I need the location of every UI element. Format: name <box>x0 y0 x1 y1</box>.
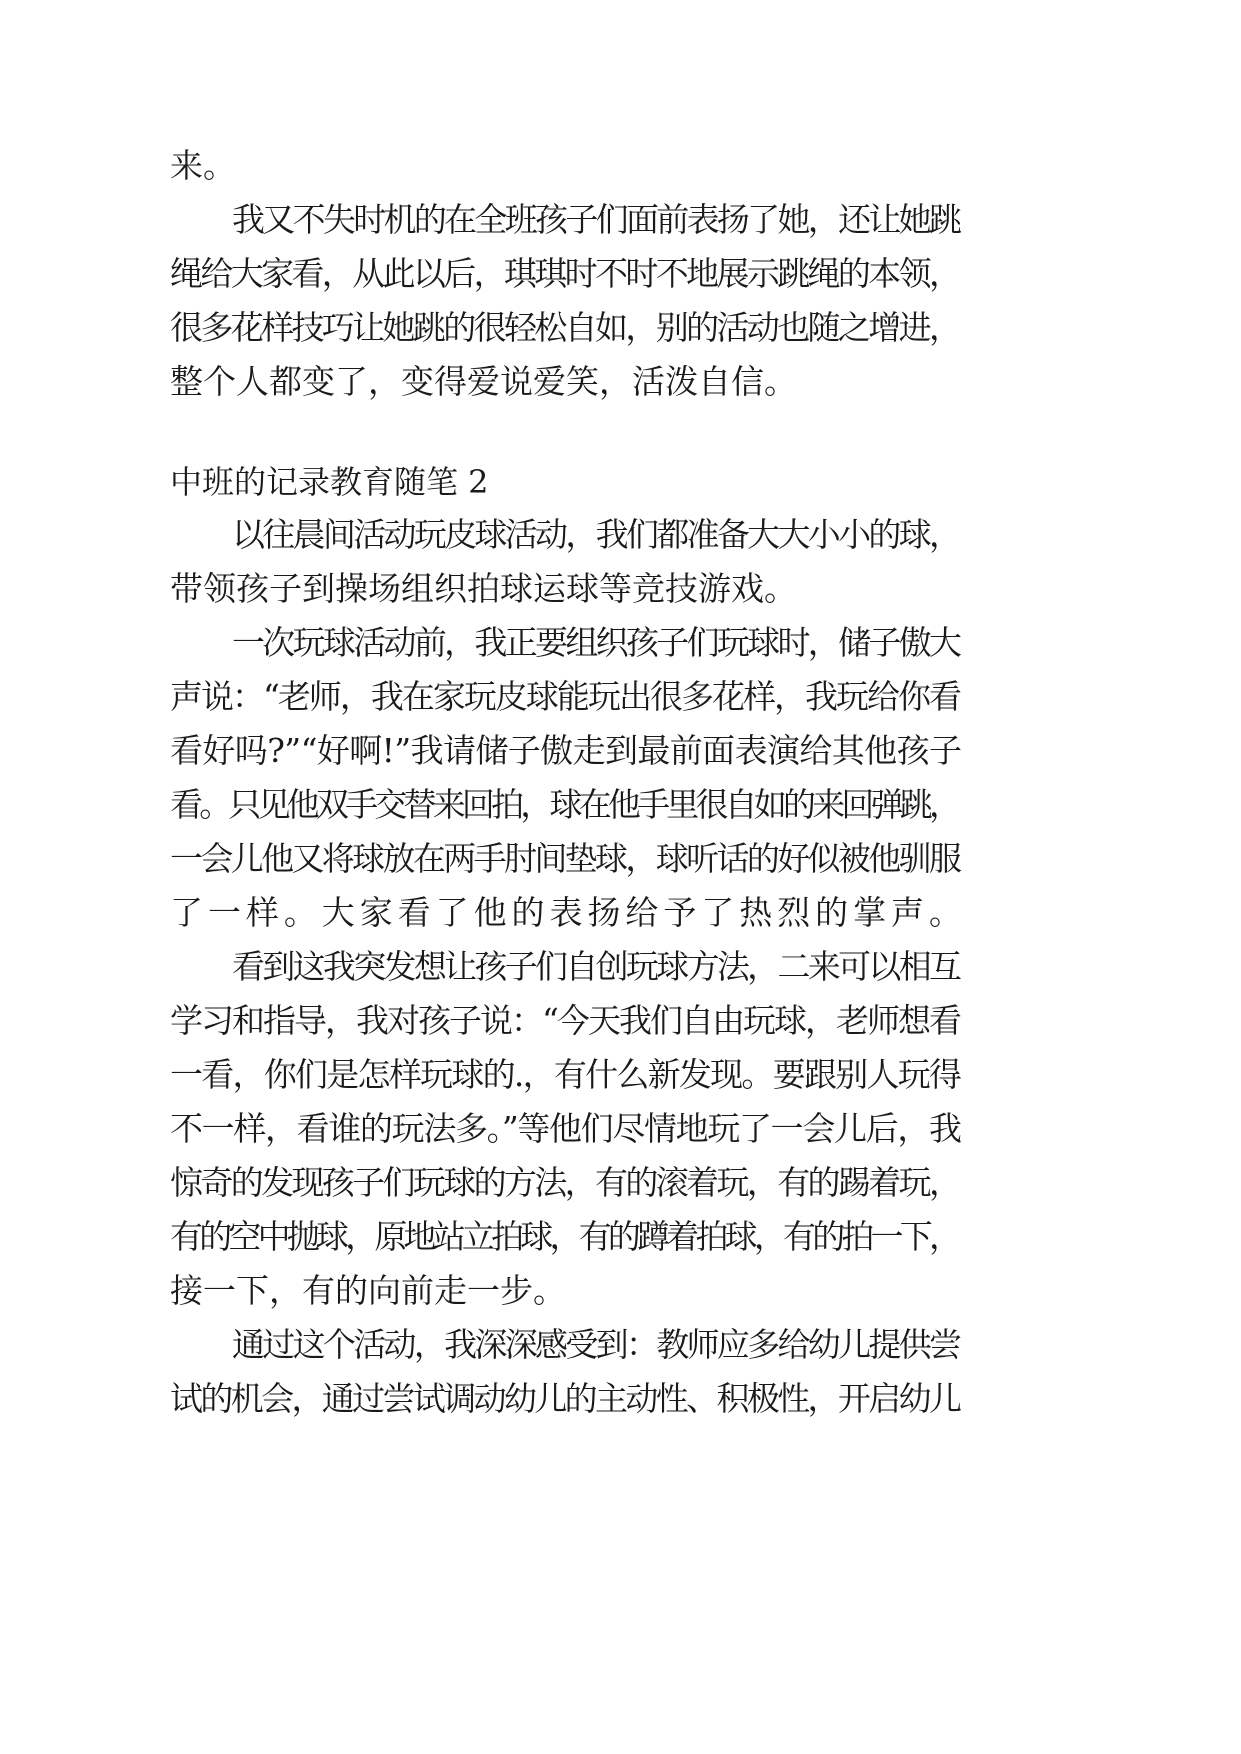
paragraph-line <box>0 559 1241 619</box>
paragraph-line <box>0 991 1241 1051</box>
paragraph-line <box>0 775 1241 835</box>
line-text: 有的空中抛球，原地站立拍球，有的蹲着拍球，有的拍一下， <box>170 1217 959 1256</box>
paragraph-line <box>0 937 1241 997</box>
paragraph-line <box>0 352 1241 412</box>
paragraph-line <box>0 1315 1241 1375</box>
paragraph-line <box>0 829 1241 889</box>
line-text: 通过这个活动，我深深感受到：教师应多给幼儿提供尝 <box>232 1325 960 1364</box>
heading-text: 中班的记录教育随笔 2 <box>170 463 489 501</box>
paragraph-line <box>0 1099 1241 1159</box>
paragraph-line <box>0 1261 1241 1321</box>
line-text: 很多花样技巧让她跳的很轻松自如，别的活动也随之增进， <box>170 308 960 347</box>
paragraph-line <box>0 505 1241 565</box>
paragraph-line <box>0 667 1241 727</box>
paragraph-line <box>0 244 1241 304</box>
line-text: 试的机会，通过尝试调动幼儿的主动性、积极性，开启幼儿 <box>170 1379 960 1418</box>
line-text: 不一样，看谁的玩法多。”等他们尽情地玩了一会儿后，我 <box>170 1109 961 1148</box>
line-text: 我又不失时机的在全班孩子们面前表扬了她，还让她跳 <box>232 200 960 239</box>
line-text: 了一样。大家看了他的表扬给予了热烈的掌声。 <box>170 893 967 932</box>
paragraph-line <box>0 1369 1241 1429</box>
line-text: 一会儿他又将球放在两手肘间垫球，球听话的好似被他驯服 <box>170 839 960 878</box>
line-text: 整个人都变了，变得爱说爱笑，活泼自信。 <box>170 362 797 401</box>
line-text: 看。只见他双手交替来回拍，球在他手里很自如的来回弹跳， <box>170 785 959 824</box>
paragraph-line <box>0 613 1241 673</box>
paragraph-line <box>0 1153 1241 1213</box>
line-text: 惊奇的发现孩子们玩球的方法，有的滚着玩，有的踢着玩， <box>170 1163 960 1202</box>
line-text: 绳给大家看，从此以后，琪琪时不时不地展示跳绳的本领， <box>170 254 960 293</box>
line-text: 一看，你们是怎样玩球的.，有什么新发现。要跟别人玩得 <box>170 1055 961 1094</box>
paragraph-line <box>0 298 1241 358</box>
line-text: 以往晨间活动玩皮球活动，我们都准备大大小小的球， <box>232 515 960 554</box>
paragraph-line <box>0 883 1241 943</box>
line-text: 声说：“老师，我在家玩皮球能玩出很多花样，我玩给你看 <box>170 677 961 716</box>
paragraph-line <box>0 136 1241 196</box>
line-text: 一次玩球活动前，我正要组织孩子们玩球时，储子傲大 <box>232 623 960 662</box>
line-text: 来。 <box>170 146 236 185</box>
section-heading <box>0 452 1241 512</box>
paragraph-line <box>0 1207 1241 1267</box>
paragraph-line <box>0 1045 1241 1105</box>
line-text: 带领孩子到操场组织拍球运球等竞技游戏。 <box>170 569 797 608</box>
line-text: 看好吗?”“好啊!”我请储子傲走到最前面表演给其他孩子 <box>170 731 962 770</box>
line-text: 学习和指导，我对孩子说：“今天我们自由玩球，老师想看 <box>170 1001 961 1040</box>
line-text: 接一下，有的向前走一步。 <box>170 1271 566 1310</box>
paragraph-line <box>0 190 1241 250</box>
paragraph-line <box>0 721 1241 781</box>
line-text: 看到这我突发想让孩子们自创玩球方法，二来可以相互 <box>232 947 960 986</box>
